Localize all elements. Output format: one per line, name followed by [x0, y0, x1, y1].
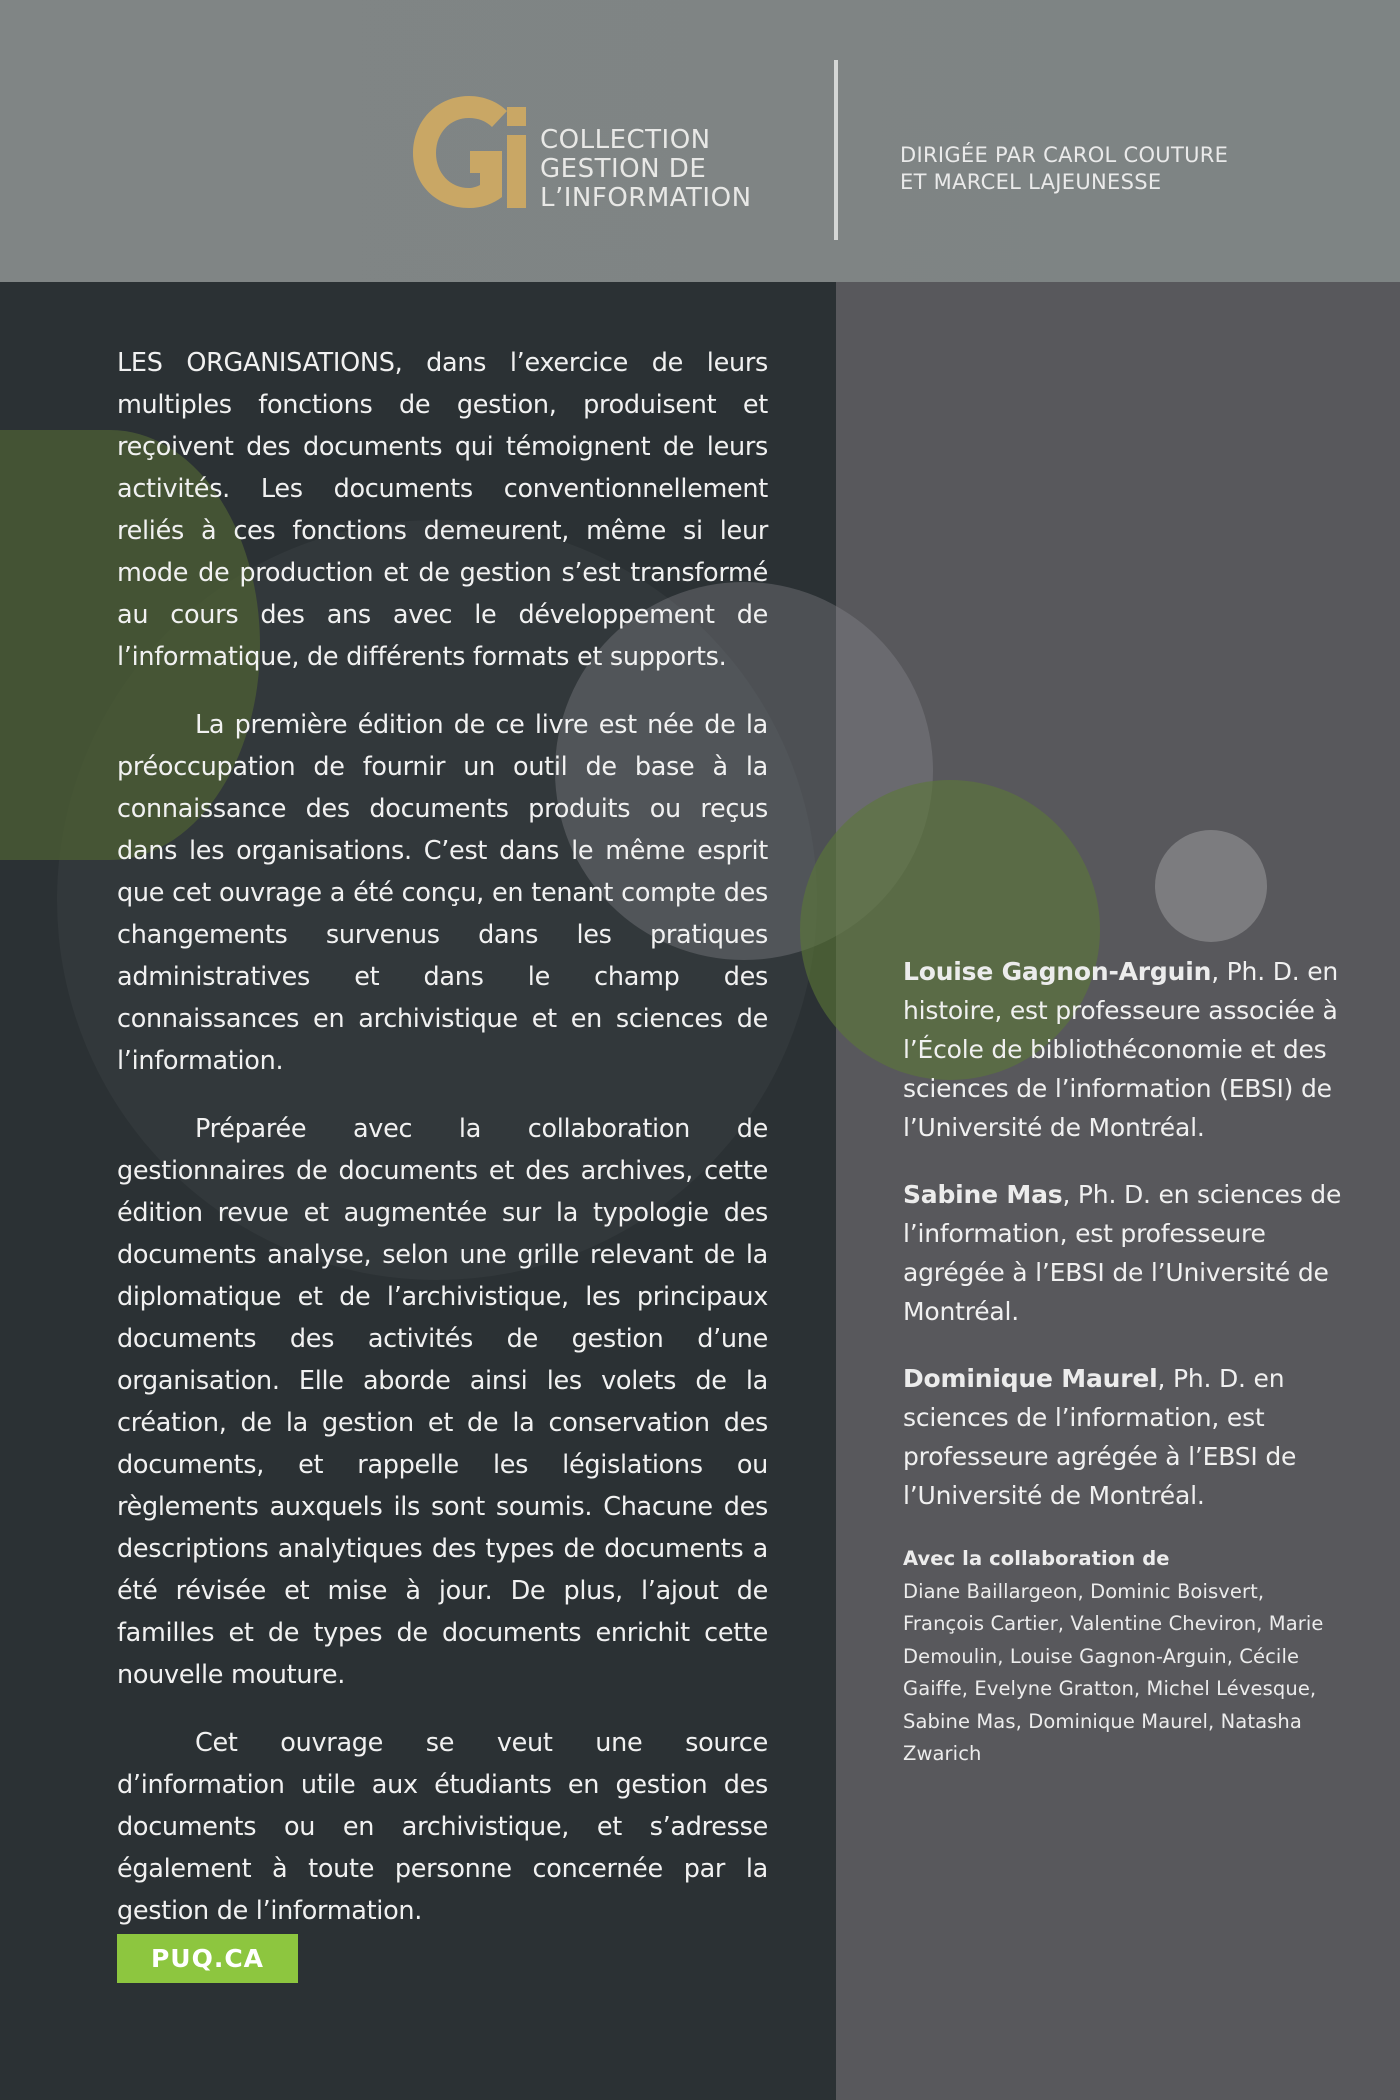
collection-line-1: COLLECTION [540, 125, 711, 155]
description-paragraph-4: Cet ouvrage se veut une source d’information utile aux étudiants en gestion des documents ou en archivistique, et s’adresse également à toute personne concernée par la gestion de l’information. [117, 1728, 768, 1926]
author-bio [903, 1359, 1343, 1515]
authors-section [903, 952, 1343, 1771]
author-description: , Ph. D. en histoire, est professeure associée à l’École de bibliothéconomie et des sciences de l’information (EBSI) de l’Université de Montréal. [903, 957, 1339, 1142]
puq-website-badge[interactable]: PUQ.CA [117, 1934, 298, 1983]
collection-line-2: GESTION DE [540, 154, 707, 184]
directors-credit [900, 142, 1228, 196]
back-cover-description [117, 342, 768, 1958]
directors-line-1: DIRIGÉE PAR CAROL COUTURE [900, 143, 1229, 167]
collaborators-names: Diane Baillargeon, Dominic Boisvert, François Cartier, Valentine Cheviron, Marie Demoulin, Louise Gagnon-Arguin, Cécile Gaiffe, Evelyne Gratton, Michel Lévesque, Sabine Mas, Dominique Maurel, Natasha Zwarich [903, 1579, 1324, 1765]
author-bio [903, 1175, 1343, 1331]
gi-logo-icon [410, 93, 528, 211]
collection-line-3: L’INFORMATION [540, 183, 752, 213]
header-divider [834, 60, 838, 240]
decorative-circle-small [1155, 830, 1267, 942]
description-paragraph-2: La première édition de ce livre est née de la préoccupation de fournir un outil de base à la connaissance des documents produits ou reçus dans les organisations. C’est dans le même esprit que cet ouvrage a été conçu, en tenant compte des changements survenus dans les pratiques administratives et dans le champ des connaissances en archivistique et en sciences de l’information. [117, 710, 768, 1076]
author-description: , Ph. D. en sciences de l’information, est professeure agrégée à l’EBSI de l’Université de Montréal. [903, 1180, 1342, 1326]
author-description: , Ph. D. en sciences de l’information, est professeure agrégée à l’EBSI de l’Université de Montréal. [903, 1364, 1297, 1510]
header-band [0, 0, 1400, 282]
description-paragraph-3: Préparée avec la collaboration de gestionnaires de documents et des archives, cette édition revue et augmentée sur la typologie des documents analyse, selon une grille relevant de la diplomatique et de l’archivistique, les principaux documents des activités de gestion d’une organisation. Elle aborde ainsi les volets de la création, de la gestion et de la conservation des documents, et rappelle les législations ou règlements auxquels ils sont soumis. Chacune des descriptions analytiques des types de documents a été révisée et mise à jour. De plus, l’ajout de familles et de types de documents enrichit cette nouvelle mouture. [117, 1114, 768, 1690]
directors-line-2: ET MARCEL LAJEUNESSE [900, 170, 1162, 194]
collection-title [540, 126, 752, 213]
author-name: Louise Gagnon-Arguin [903, 957, 1212, 986]
author-name: Sabine Mas [903, 1180, 1063, 1209]
author-name: Dominique Maurel [903, 1364, 1158, 1393]
author-bio [903, 952, 1343, 1147]
collaborators [903, 1543, 1343, 1771]
collaborators-title: Avec la collaboration de [903, 1547, 1170, 1570]
description-paragraph-1: LES ORGANISATIONS, dans l’exercice de leurs multiples fonctions de gestion, produisent et reçoivent des documents qui témoignent de leurs activités. Les documents conventionnellement reliés à ces fonctions demeurent, même si leur mode de production et de gestion s’est transformé au cours des ans avec le développement de l’informatique, de différents formats et supports. [117, 348, 768, 672]
